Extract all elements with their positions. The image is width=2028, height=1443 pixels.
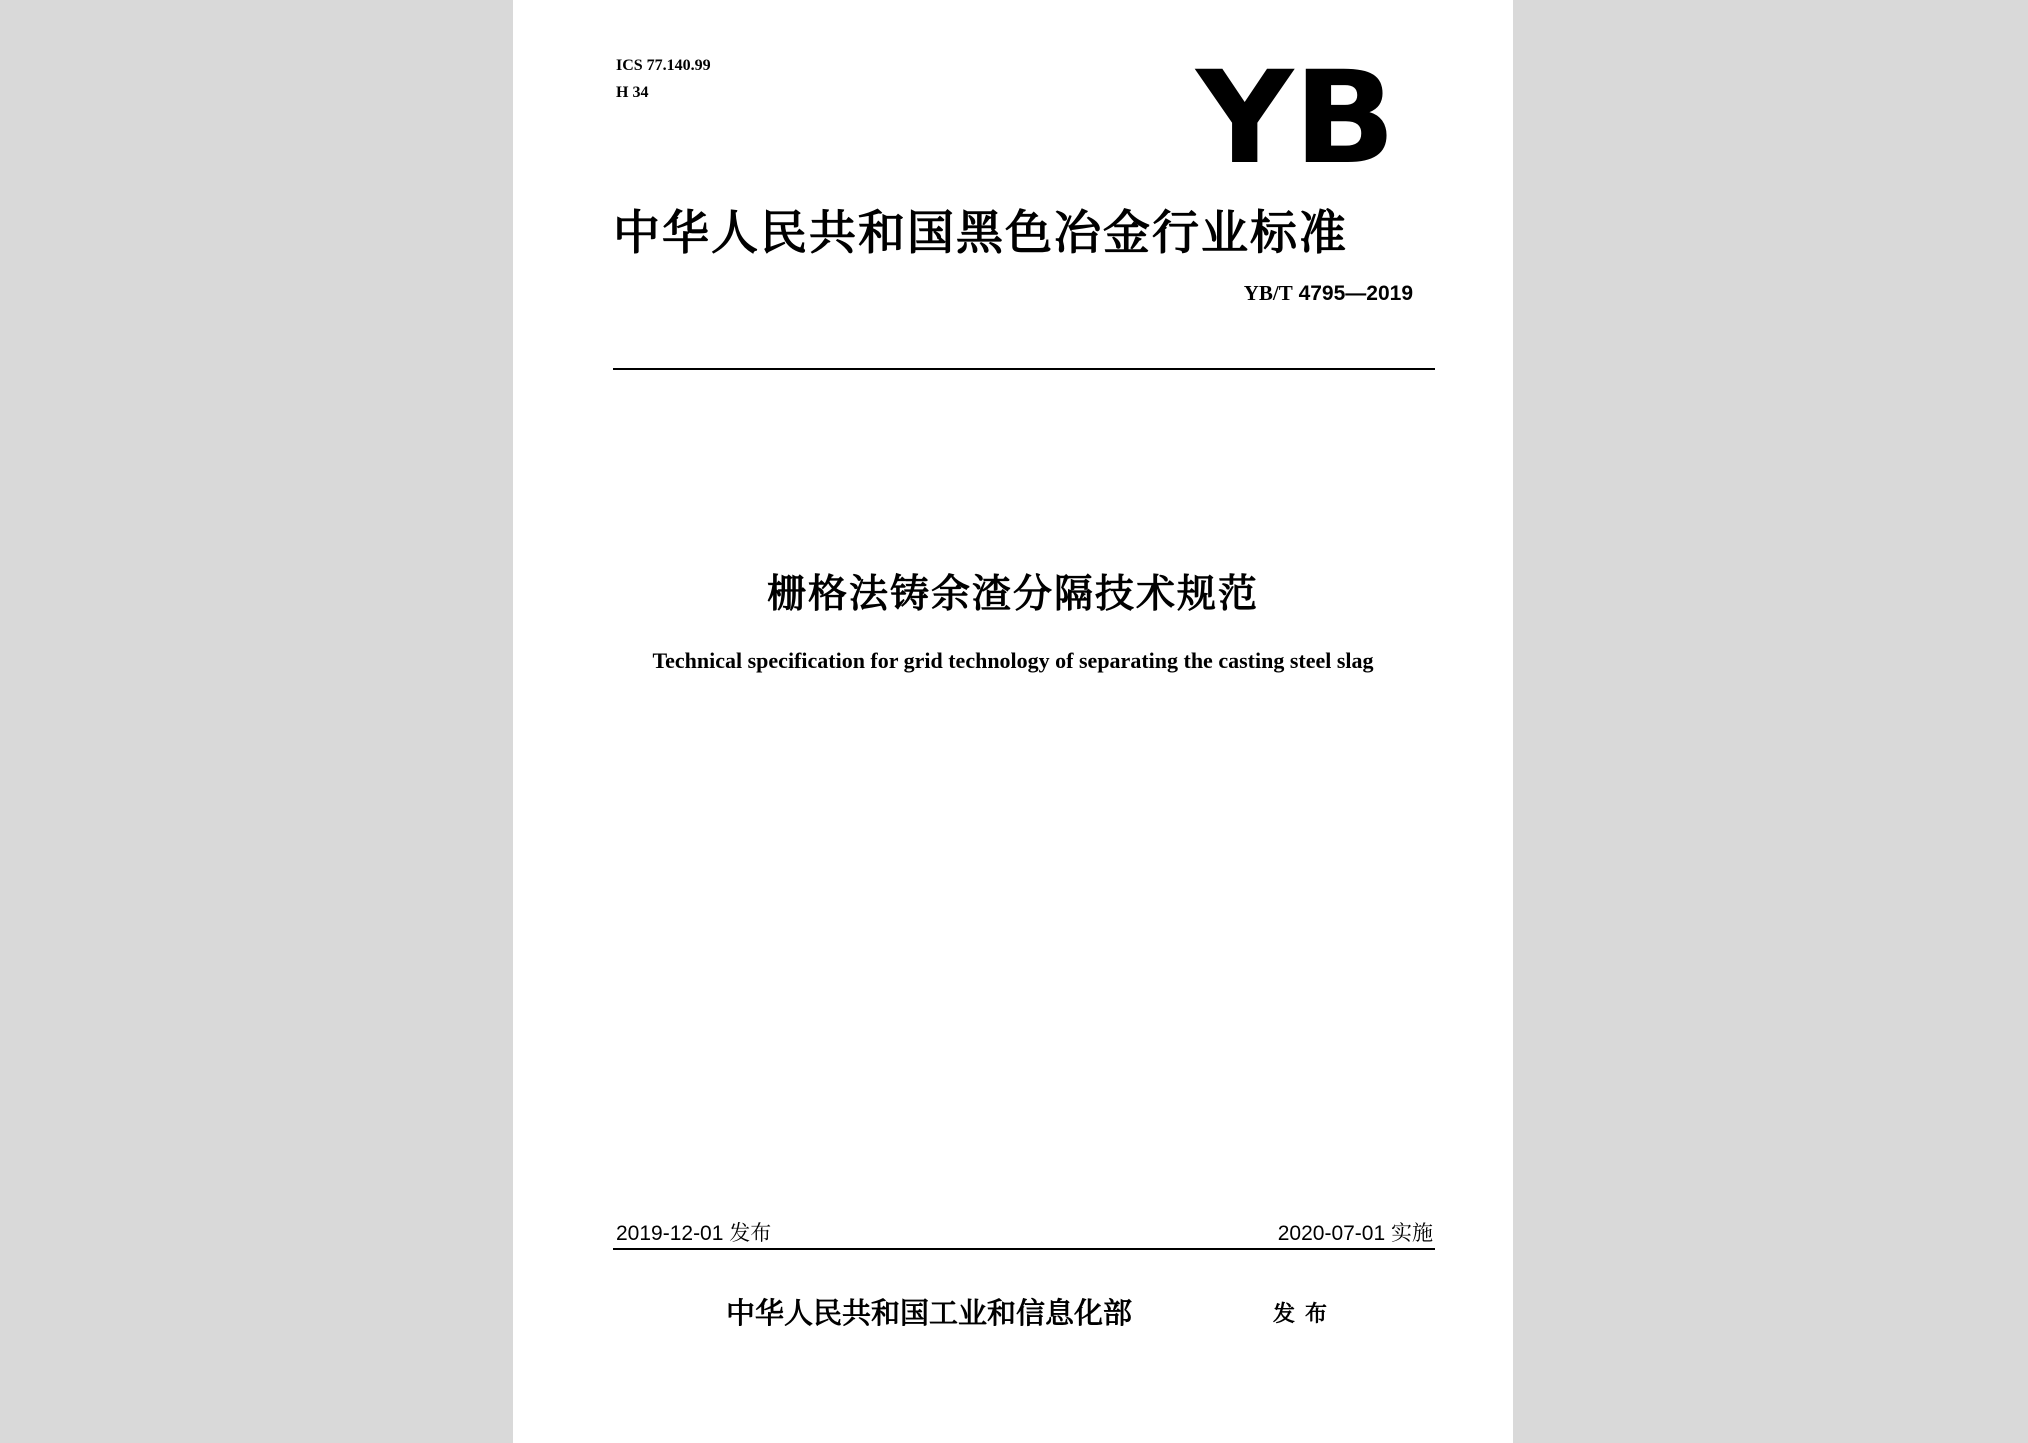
ics-code: ICS 77.140.99	[616, 57, 711, 74]
issue-date: 2019-12-01 发布	[616, 1222, 772, 1245]
yb-logo-text: YB	[1193, 60, 1396, 170]
standard-prefix: YB/T	[1243, 281, 1293, 305]
yb-logo	[1191, 60, 1401, 170]
publisher-name: 中华人民共和国工业和信息化部	[726, 1296, 1133, 1330]
classification-codes	[616, 52, 711, 106]
document-page	[513, 0, 1513, 1443]
bottom-divider	[613, 1248, 1435, 1250]
implementation-date: 2020-07-01 实施	[1277, 1222, 1433, 1245]
standard-code: 4795—2019	[1298, 282, 1413, 305]
standard-title-en: Technical specification for grid technology of separating the casting steel slag	[652, 648, 1374, 673]
standard-title-cn: 栅格法铸余渣分隔技术规范	[766, 572, 1259, 617]
publish-label: 发布	[1273, 1302, 1338, 1327]
ccs-code: H 34	[616, 84, 649, 101]
standard-number	[1244, 281, 1413, 306]
top-divider	[613, 368, 1435, 370]
industry-standard-title: 中华人民共和国黑色冶金行业标准	[613, 206, 1348, 261]
